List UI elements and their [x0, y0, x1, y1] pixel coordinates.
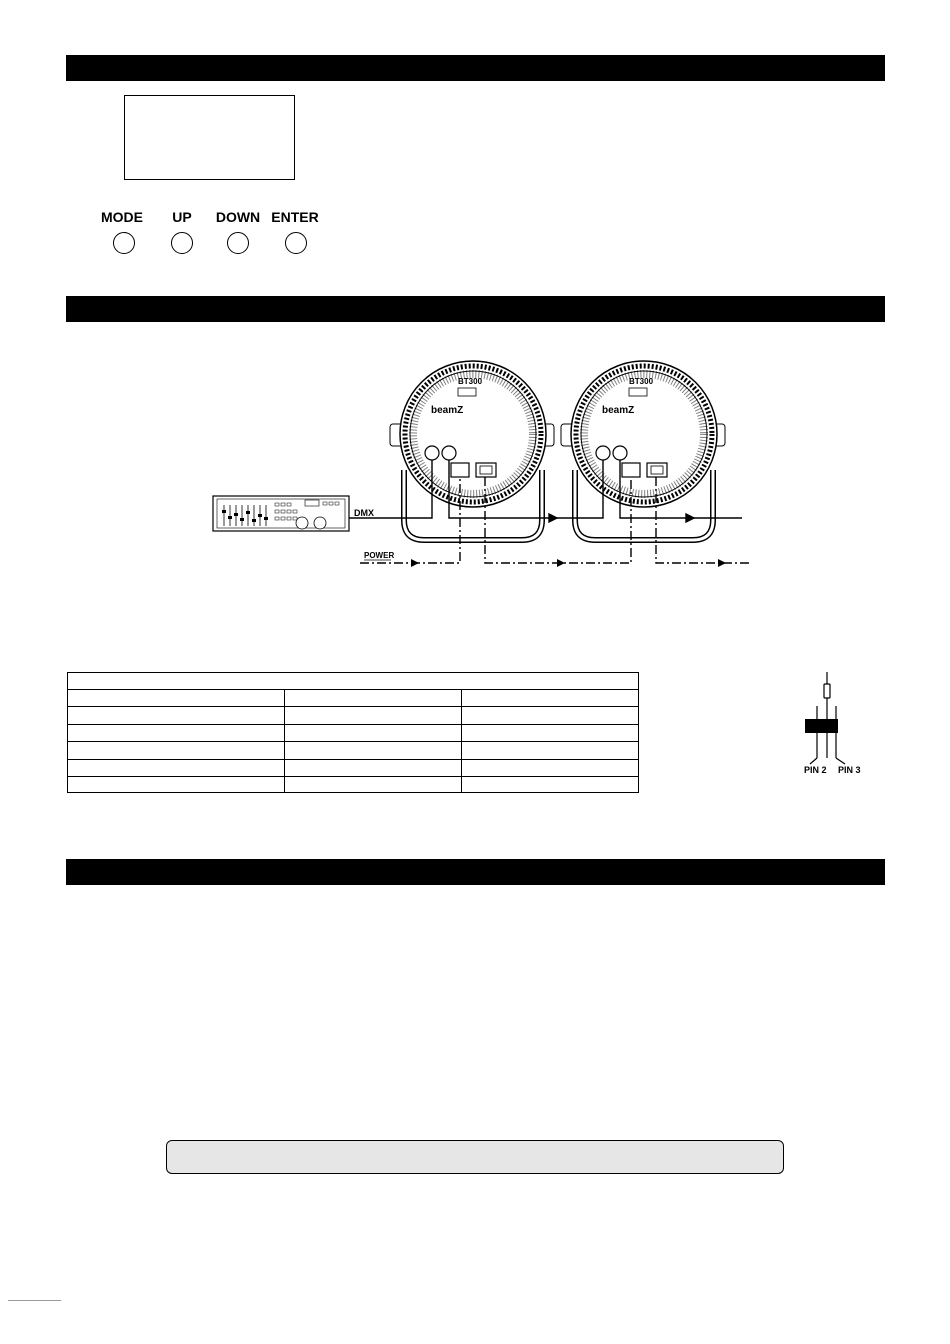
- fixture-2-model: BT300: [629, 377, 654, 386]
- fixture-2: [561, 361, 725, 540]
- dmx-controller: [213, 496, 349, 531]
- fixture-1: [390, 361, 554, 540]
- table-row: [68, 724, 638, 725]
- table-row: [68, 706, 638, 707]
- table-row: [68, 759, 638, 760]
- power-label: POWER: [364, 551, 395, 560]
- dmx-connection-diagram: [0, 0, 950, 620]
- section-header-bar-3: [66, 859, 885, 885]
- power-cable: [360, 477, 752, 563]
- dmx-channel-table: [67, 672, 639, 793]
- table-row: [68, 689, 638, 690]
- table-row: [68, 776, 638, 777]
- pin-2-label: PIN 2: [804, 765, 827, 775]
- footer-divider: [8, 1300, 61, 1301]
- pin-3-label: PIN 3: [838, 765, 861, 775]
- dmx-label: DMX: [354, 508, 374, 518]
- enter-button-label: ENTER: [271, 209, 319, 225]
- down-button-label: DOWN: [215, 209, 261, 225]
- table-column-divider: [284, 690, 285, 792]
- fixture-1-brand: beamZ: [431, 405, 464, 416]
- up-button-label: UP: [172, 209, 192, 225]
- table-row: [68, 741, 638, 742]
- table-column-divider: [461, 690, 462, 792]
- note-box: [166, 1140, 784, 1174]
- fixture-1-model: BT300: [458, 377, 483, 386]
- fixture-2-brand: beamZ: [602, 405, 635, 416]
- mode-button-label: MODE: [101, 209, 143, 225]
